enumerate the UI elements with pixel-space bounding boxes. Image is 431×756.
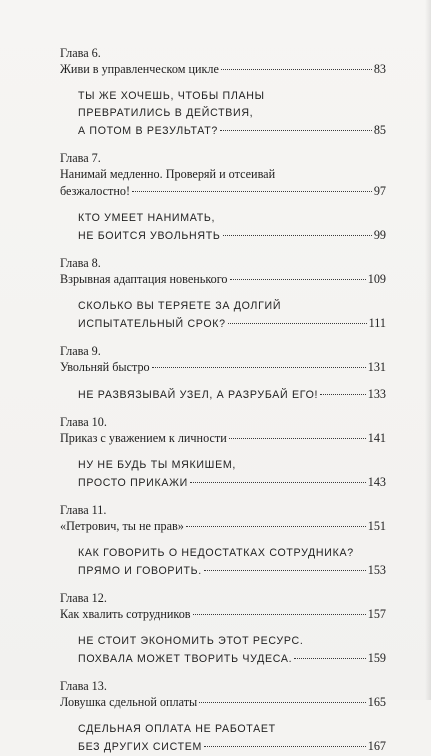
section-title-text: ПОХВАЛА МОЖЕТ ТВОРИТЬ ЧУДЕСА. — [78, 653, 293, 665]
section-title-text: НЕ БОИТСЯ УВОЛЬНЯТЬ — [78, 230, 221, 242]
spacer — [60, 535, 386, 545]
chapter-title-line — [60, 606, 386, 623]
section-entry — [60, 88, 386, 139]
dot-leader — [190, 482, 366, 483]
section-title-line — [78, 105, 386, 122]
chapter-entry — [60, 255, 386, 332]
dot-leader — [230, 279, 366, 280]
section-entry — [60, 633, 386, 667]
dot-leader — [221, 69, 372, 70]
section-title-line — [78, 474, 386, 491]
dot-leader — [193, 614, 366, 615]
section-title-page-number: 99 — [373, 228, 386, 242]
section-title-text: ПРОСТО ПРИКАЖИ — [78, 477, 188, 489]
dot-leader — [152, 367, 366, 368]
chapter-title-text: Нанимай медленно. Проверяй и отсеивай — [60, 167, 276, 181]
spacer — [60, 78, 386, 88]
spacer — [60, 579, 386, 590]
chapter-title-text: Увольняй быстро — [60, 360, 150, 374]
page-gutter-shadow — [425, 0, 431, 700]
chapter-title-text: безжалостно! — [60, 184, 131, 198]
chapter-number: Глава 10. — [60, 415, 107, 429]
section-title-text: БЕЗ ДРУГИХ СИСТЕМ — [78, 741, 203, 753]
chapter-title-page-number: 83 — [373, 62, 386, 76]
section-title-line — [78, 88, 386, 105]
chapter-entry — [60, 150, 386, 244]
section-title-text: СКОЛЬКО ВЫ ТЕРЯЕТЕ ЗА ДОЛГИЙ — [78, 300, 282, 312]
section-entry — [60, 545, 386, 579]
section-title-text: ПРЕВРАТИЛИСЬ В ДЕЙСТВИЯ, — [78, 107, 254, 119]
chapter-entry — [60, 414, 386, 491]
dot-leader — [204, 746, 366, 747]
dot-leader — [320, 394, 366, 395]
section-title-line — [78, 298, 386, 315]
spacer — [60, 667, 386, 678]
spacer — [60, 139, 386, 150]
chapter-entry — [60, 502, 386, 579]
dot-leader — [186, 526, 366, 527]
dot-leader — [204, 570, 366, 571]
section-entry — [60, 298, 386, 332]
section-title-page-number: 111 — [368, 316, 386, 330]
chapter-title-text: Приказ с уважением к личности — [60, 431, 227, 445]
chapter-title-line — [60, 183, 386, 200]
chapter-entry — [60, 678, 386, 755]
section-title-text: СДЕЛЬНАЯ ОПЛАТА НЕ РАБОТАЕТ — [78, 723, 276, 735]
section-title-line — [78, 210, 386, 227]
section-title-text: НЕ РАЗВЯЗЫВАЙ УЗЕЛ, А РАЗРУБАЙ ЕГО! — [78, 389, 319, 401]
spacer — [60, 711, 386, 721]
spacer — [60, 403, 386, 414]
section-title-line — [78, 457, 386, 474]
chapter-number: Глава 8. — [60, 256, 101, 270]
chapter-title-page-number: 97 — [373, 184, 386, 198]
chapter-title-text: «Петрович, ты не прав» — [60, 519, 184, 533]
spacer — [60, 491, 386, 502]
chapter-number: Глава 12. — [60, 591, 107, 605]
chapter-title-page-number: 165 — [367, 695, 386, 709]
chapter-title-text: Взрывная адаптация новенького — [60, 272, 228, 286]
spacer — [60, 447, 386, 457]
section-title-text: ТЫ ЖЕ ХОЧЕШЬ, ЧТОБЫ ПЛАНЫ — [78, 90, 265, 102]
section-entry — [60, 457, 386, 491]
spacer — [60, 332, 386, 343]
chapter-title-line — [60, 359, 386, 376]
section-title-line — [78, 122, 386, 139]
chapter-title-line — [60, 271, 386, 288]
section-title-line — [78, 227, 386, 244]
dot-leader — [294, 658, 365, 659]
spacer — [60, 244, 386, 255]
chapter-title-page-number: 151 — [367, 519, 386, 533]
section-title-page-number: 85 — [373, 123, 386, 137]
dot-leader — [228, 323, 367, 324]
section-title-page-number: 153 — [367, 563, 386, 577]
chapter-number: Глава 6. — [60, 46, 101, 60]
section-title-line — [78, 738, 386, 755]
section-title-line — [78, 315, 386, 332]
section-title-text: ПРЯМО И ГОВОРИТЬ. — [78, 565, 202, 577]
dot-leader — [220, 130, 372, 131]
chapter-title-page-number: 157 — [367, 607, 386, 621]
section-title-line — [78, 650, 386, 667]
section-title-line — [78, 633, 386, 650]
chapter-title-line — [60, 694, 386, 711]
section-entry — [60, 386, 386, 403]
chapter-entry — [60, 343, 386, 403]
chapter-title-text: Живи в управленческом цикле — [60, 62, 219, 76]
section-title-text: ИСПЫТАТЕЛЬНЫЙ СРОК? — [78, 318, 226, 330]
section-title-page-number: 167 — [367, 739, 386, 753]
section-title-page-number: 133 — [367, 387, 386, 401]
chapter-title-line — [60, 166, 386, 183]
chapter-title-page-number: 141 — [367, 431, 386, 445]
section-title-line — [78, 562, 386, 579]
spacer — [60, 288, 386, 298]
section-title-line — [78, 721, 386, 738]
chapter-title-line — [60, 518, 386, 535]
section-title-page-number: 159 — [367, 651, 386, 665]
spacer — [60, 376, 386, 386]
section-entry — [60, 721, 386, 755]
chapter-title-page-number: 131 — [367, 360, 386, 374]
spacer — [60, 623, 386, 633]
section-title-text: КАК ГОВОРИТЬ О НЕДОСТАТКАХ СОТРУДНИКА? — [78, 547, 354, 559]
chapter-title-page-number: 109 — [367, 272, 386, 286]
section-title-text: А ПОТОМ В РЕЗУЛЬТАТ? — [78, 125, 218, 137]
spacer — [60, 200, 386, 210]
chapter-title-line — [60, 430, 386, 447]
dot-leader — [132, 191, 372, 192]
chapter-title-text: Как хвалить сотрудников — [60, 607, 191, 621]
section-title-text: НЕ СТОИТ ЭКОНОМИТЬ ЭТОТ РЕСУРС. — [78, 635, 304, 647]
dot-leader — [199, 702, 366, 703]
table-of-contents — [60, 45, 386, 755]
chapter-entry — [60, 45, 386, 139]
chapter-number: Глава 13. — [60, 679, 107, 693]
chapter-title-line — [60, 61, 386, 78]
dot-leader — [229, 438, 366, 439]
section-title-text: НУ НЕ БУДЬ ТЫ МЯКИШЕМ, — [78, 459, 237, 471]
chapter-number: Глава 9. — [60, 344, 101, 358]
section-title-text: КТО УМЕЕТ НАНИМАТЬ, — [78, 212, 216, 224]
chapter-title-text: Ловушка сдельной оплаты — [60, 695, 198, 709]
chapter-number: Глава 11. — [60, 503, 107, 517]
section-title-line — [78, 386, 386, 403]
section-entry — [60, 210, 386, 244]
chapter-number: Глава 7. — [60, 151, 101, 165]
section-title-line — [78, 545, 386, 562]
chapter-entry — [60, 590, 386, 667]
section-title-page-number: 143 — [367, 475, 386, 489]
dot-leader — [223, 235, 372, 236]
